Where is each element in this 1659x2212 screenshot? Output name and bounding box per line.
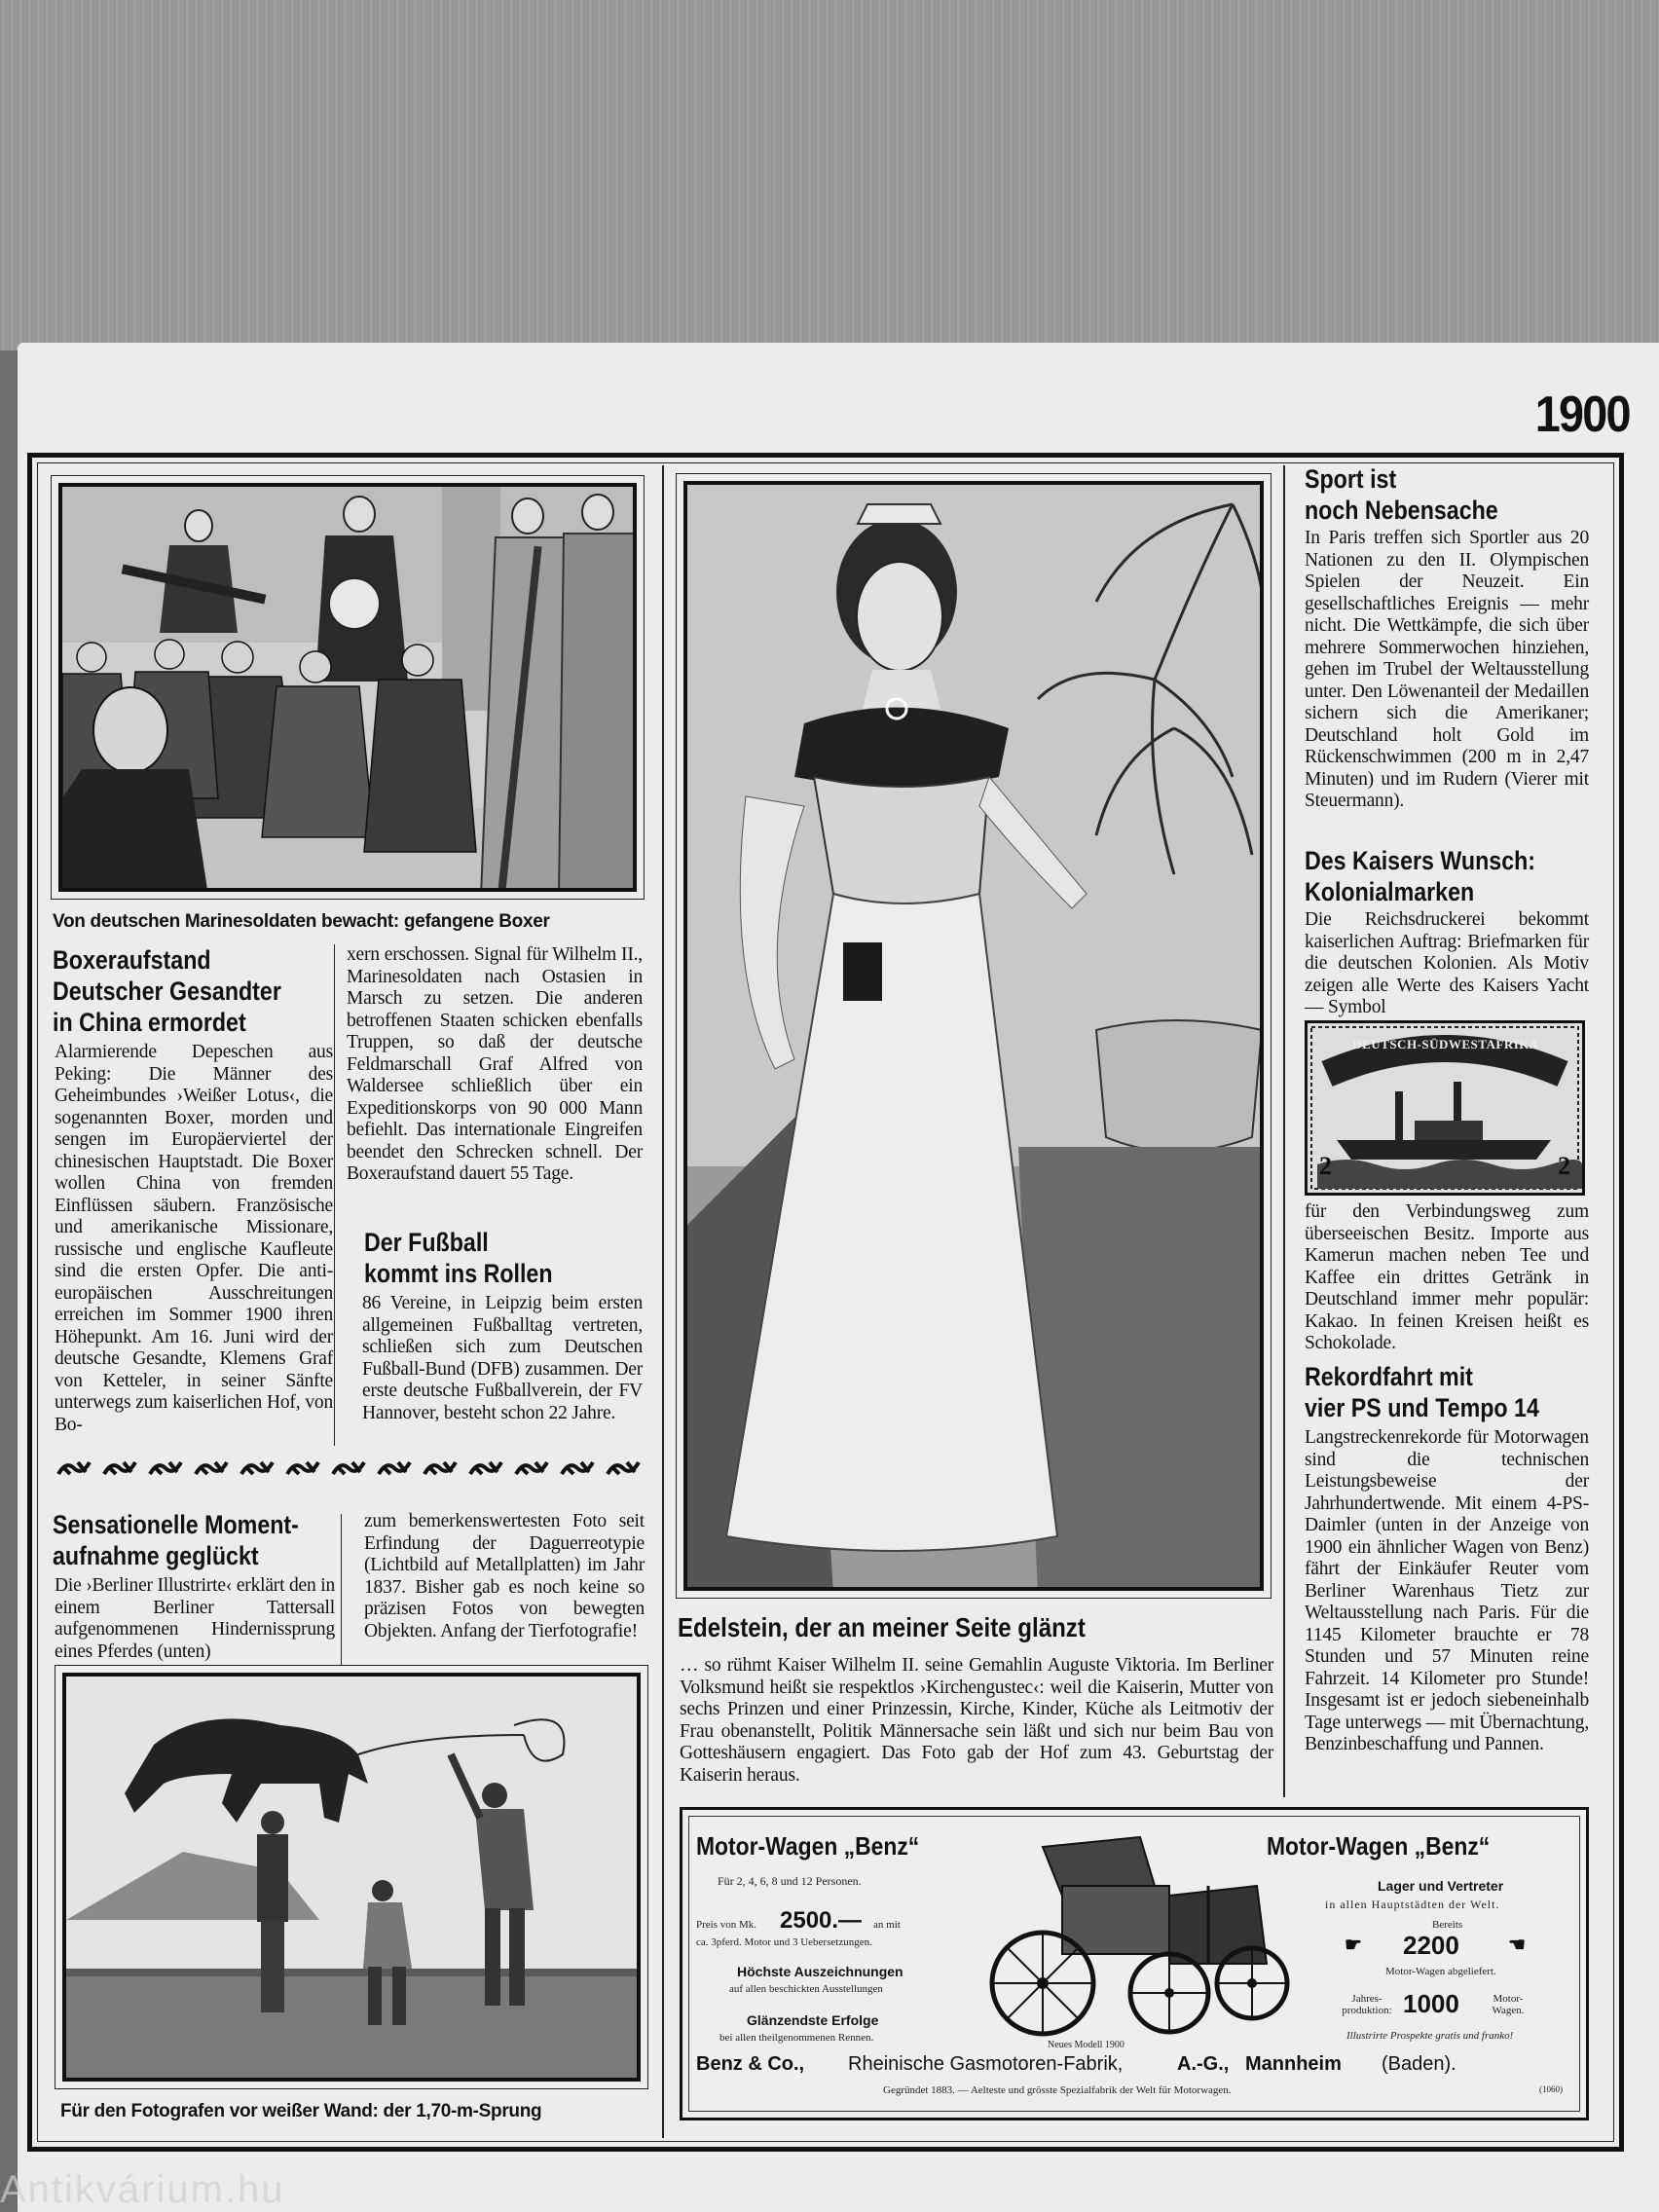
ad-production-suffix: Motor-Wagen. <box>1492 1993 1525 2016</box>
column-rule-left <box>662 465 664 2138</box>
ornament-icon <box>560 1458 595 1478</box>
ornament-icon <box>148 1458 183 1478</box>
ornament-icon <box>285 1458 320 1478</box>
ad-company-a: Benz & Co., <box>696 2053 805 2075</box>
ad-title-right: Motor-Wagen „Benz“ <box>1267 1831 1491 1861</box>
boxer-illustration <box>62 487 637 892</box>
boxer-headline-3: in China ermordet <box>53 1008 246 1037</box>
kolonial-headline-2: Kolonialmarken <box>1305 877 1475 906</box>
ornament-icon <box>606 1458 641 1478</box>
fussball-text: 86 Vereine, in Leipzig beim ersten allgemeinen Fußballtag vertreten, schließen sich zum Deutschen Fußball-Bund (DFB) zusammen. Der erste deutsche Fußballverein, der FV Hannover, besteht schon 22 Jahre. <box>362 1293 643 1423</box>
moment-headline-2: aufnahme geglückt <box>53 1541 259 1570</box>
ornament-icon <box>194 1458 229 1478</box>
ad-ref: (1060) <box>1539 2084 1563 2094</box>
ad-prospekte: Illustrirte Prospekte gratis und franko! <box>1346 2030 1514 2042</box>
moment-text-col2: zum bemerkenswertesten Foto seit Erfindung der Daguerreotypie (Lichtbild auf Metallplatten) im Jahr 1837. Bisher gab es noch keine so präzisen Fotos von bewegten Objekten. Anfang der Tierfotografie! <box>364 1511 645 1641</box>
ad-company-e: (Baden). <box>1382 2053 1456 2075</box>
ad-success: Glänzendste Erfolge <box>747 2012 879 2028</box>
ad-awards: Höchste Auszeichnungen <box>737 1964 903 1979</box>
kaiserin-portrait-illustration <box>687 485 1264 1591</box>
ad-price: 2500.— <box>780 1907 863 1934</box>
ad-price-prefix: Preis von Mk. <box>696 1919 757 1931</box>
kaiserin-headline: Edelstein, der an meiner Seite glänzt <box>678 1612 1086 1642</box>
ad-bereits: Bereits <box>1432 1919 1463 1931</box>
ornament-icon <box>240 1458 275 1478</box>
rekord-headline-2: vier PS und Tempo 14 <box>1305 1393 1539 1422</box>
year-heading: 1900 <box>1535 387 1630 443</box>
boxer-text-col1: Alarmierende Depeschen aus Peking: Die Männer des Geheimbundes ›Weißer Lotus‹, die sogenannten Boxer, morden und sengen im Europäerviertel der chinesischen Hauptstadt. Die Boxer wollen China von fremden Einflüssen säubern. Französische und amerikanische Missionare, russische und englische Kaufleute sind die ersten Opfer. Die anti-europäischen Ausschreitungen erreichen im Sommer 1900 ihren Höhepunkt. Am 16. Juni wird der deutsche Gesandte, Klemens Graf von Ketteler, in seiner Sänfte unterwegs zum kaiserlichen Hof, von Bo- <box>55 1042 333 1435</box>
ad-title-left: Motor-Wagen „Benz“ <box>696 1831 920 1861</box>
boxer-photo <box>58 483 637 892</box>
ad-price-suffix: an mit <box>873 1919 901 1931</box>
kolonial-headline-1: Des Kaisers Wunsch: <box>1305 846 1536 875</box>
horse-photo-caption: Für den Fotografen vor weißer Wand: der 1,70-m-Sprung <box>60 2101 542 2121</box>
boxer-photo-caption: Von deutschen Marinesoldaten bewacht: gefangene Boxer <box>53 911 550 932</box>
ornament-divider <box>56 1458 641 1482</box>
ad-founded: Gegründet 1883. — Aelteste und grösste Spezialfabrik der Welt für Motorwagen. <box>883 2084 1232 2096</box>
rekord-text: Langstreckenrekorde für Motorwagen sind die technischen Leistungsbeweise der Jahrhundertwende. Mit einem 4-PS-Daimler (unten in der Anzeige von 1900 ein ähnlicher Wagen von Benz) fährt der Einkäufer Reuter vom Berliner Warenhaus Tietz zur Weltausstellung nach Paris. Für die 1145 Kilometer brauchte er 78 Stunden und 57 Minuten reine Fahrzeit. 14 Kilometer pro Stunde! Insgesamt ist er jedoch siebeneinhalb Tage unterwegs — mit Übernachtung, Benzinbeschaffung und Pannen. <box>1305 1427 1589 1754</box>
watermark: Antikvárium.hu <box>0 2168 285 2211</box>
ad-seats: Für 2, 4, 6, 8 und 12 Personen. <box>718 1874 862 1888</box>
ad-hand-left-icon: ☛ <box>1345 1935 1362 1956</box>
column-rule-moment <box>341 1514 342 1665</box>
ad-hand-right-icon: ☛ <box>1508 1935 1526 1956</box>
ad-company-c: A.-G., <box>1177 2053 1230 2075</box>
horse-jump-illustration <box>66 1677 641 2082</box>
ornament-icon <box>423 1458 458 1478</box>
sport-headline-2: noch Nebensache <box>1305 496 1498 525</box>
kolonial-text-2: für den Verbindungsweg zum überseeischen Besitz. Importe aus Kamerun machen neben Tee und Kaffee ein drittes Getränk in Deutschland immer mehr populär: Kakao. In feinen Kreisen heißt es Schokolade. <box>1305 1201 1589 1353</box>
rekord-headline-1: Rekordfahrt mit <box>1305 1362 1473 1391</box>
boxer-headline-2: Deutscher Gesandter <box>53 977 281 1006</box>
benz-advertisement <box>680 1807 1589 2120</box>
ad-count-sub: Motor-Wagen abgeliefert. <box>1385 1966 1496 1977</box>
column-rule-right <box>1283 465 1285 1797</box>
stamp-value-left: 2 <box>1319 1152 1332 1180</box>
ad-lager: Lager und Vertreter <box>1378 1878 1504 1894</box>
benz-car-illustration <box>975 1827 1296 2051</box>
boxer-headline-1: Boxeraufstand <box>53 945 211 975</box>
kaiserin-text: … so rühmt Kaiser Wilhelm II. seine Gemahlin Auguste Viktoria. Im Berliner Volksmund heißt sie respektlos ›Kirchengustec‹: weil die Kaiserin, Mutter von sechs Prinzen und einer Prinzessin, Kirche, Kinder, Küche als Leitmotiv der Frau obenanstellt, Politik Männersache sein läßt und sich nur beim Bau von Gotteshäusern engagiert. Das Foto gab der Hof zum 43. Geburtstag der Kaiserin heraus. <box>680 1655 1273 1786</box>
ad-awards-sub: auf allen beschickten Ausstellungen <box>729 1983 883 1995</box>
ornament-icon <box>377 1458 412 1478</box>
boxer-text-col2: xern erschossen. Signal für Wilhelm II., Marinesoldaten nach Ostasien in Marsch zu setzen. Die anderen betroffenen Staaten schicken ebenfalls Truppen, so daß der deutsche Feldmarschall Graf Alfred von Waldersee schließlich über ein Expeditionskorps von 90 000 Mann befiehlt. Das internationale Eingreifen beendet den Schrecken schnell. Der Boxeraufstand dauert 55 Tage. <box>347 944 643 1184</box>
stamp-image <box>1305 1020 1585 1196</box>
stamp-label: DEUTSCH-SÜDWESTAFRIKA <box>1352 1037 1539 1051</box>
ad-production-label: Jahres-produktion: <box>1342 1993 1392 2016</box>
ad-success-sub: bei allen theilgenommenen Rennen. <box>719 2032 874 2044</box>
horse-photo <box>62 1673 641 2082</box>
ad-specs: ca. 3pferd. Motor und 3 Uebersetzungen. <box>696 1936 872 1948</box>
fussball-headline-1: Der Fußball <box>364 1228 489 1257</box>
ad-production: 1000 <box>1403 1989 1459 2018</box>
sport-text: In Paris treffen sich Sportler aus 20 Nationen zu den II. Olympischen Spielen der Neuzeit. Ein gesellschaftliches Ereignis — mehr nicht. Die Wettkämpfe, die sich über mehrere Sommerwochen hinziehen, gehen im Trubel der Weltausstellung unter. Den Löwenanteil der Medaillen sichern sich die Amerikaner; Deutschland holt Gold im Rückenschwimmen (200 m in 2,47 Minuten) und im Rudern (Vierer mit Steuermann). <box>1305 528 1589 811</box>
ad-count: 2200 <box>1403 1931 1459 1960</box>
ornament-icon <box>102 1458 137 1478</box>
ad-lager-sub: in allen Hauptstädten der Welt. <box>1325 1898 1500 1911</box>
kolonial-text-1: Die Reichsdruckerei bekommt kaiserlichen Auftrag: Briefmarken für die deutschen Kolonien. Als Motiv zeigen alle Werte des Kaisers Yacht — Symbol <box>1305 909 1589 1017</box>
ornament-icon <box>514 1458 549 1478</box>
column-rule-boxer <box>334 944 335 1446</box>
stamp-value-right: 2 <box>1558 1152 1570 1180</box>
fussball-headline-2: kommt ins Rollen <box>364 1259 553 1288</box>
moment-text-col1: Die ›Berliner Illustrirte‹ erklärt den in einem Berliner Tattersall aufgenommenen Hindernissprung eines Pferdes (unten) <box>55 1575 335 1662</box>
ad-company-d: Mannheim <box>1245 2053 1342 2075</box>
moment-headline-1: Sensationelle Moment- <box>53 1510 299 1539</box>
ad-model: Neues Modell 1900 <box>1048 2040 1124 2050</box>
ornament-icon <box>56 1458 92 1478</box>
kaiserin-photo <box>683 481 1264 1591</box>
ornament-icon <box>331 1458 366 1478</box>
sport-headline-1: Sport ist <box>1305 464 1397 494</box>
ad-company-b: Rheinische Gasmotoren-Fabrik, <box>848 2053 1124 2075</box>
background-wall <box>0 0 1659 350</box>
ornament-icon <box>468 1458 503 1478</box>
